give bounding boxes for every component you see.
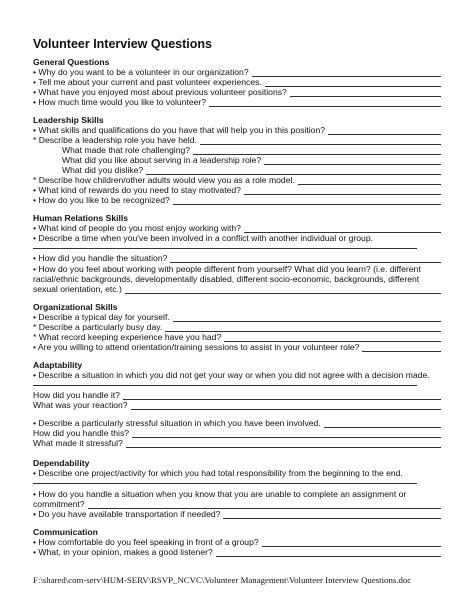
question-line: racial/ethnic backgrounds, developmentally disabled, different socio-economic, backgrounds, different: [33, 274, 420, 284]
question-line: • Why do you want to be a volunteer in our organization?: [33, 67, 441, 77]
section-heading-dependability: Dependability: [33, 458, 90, 468]
file-path-footer: F:\shared\com-serv\HUM-SERV\RSVP_NCVC\Volunteer Management\Volunteer Interview Questions.doc: [33, 575, 412, 585]
answer-rule[interactable]: [33, 385, 417, 386]
question-line: * Describe how children/other adults would view you as a role model.: [33, 175, 441, 185]
answer-blank[interactable]: [298, 176, 441, 185]
answer-blank[interactable]: [131, 401, 441, 410]
answer-blank[interactable]: [324, 419, 441, 428]
question-line: sexual orientation, etc.): [33, 284, 441, 294]
answer-blank[interactable]: [170, 254, 441, 263]
section-heading-communication: Communication: [33, 527, 98, 537]
answer-blank[interactable]: [223, 510, 441, 519]
question-line: • What have you enjoyed most about previous volunteer positions?: [33, 87, 441, 97]
question-line: How did you handle this?: [33, 428, 441, 438]
question-line: • How did you handle the situation?: [33, 253, 441, 263]
answer-blank[interactable]: [146, 166, 441, 175]
question-line: • What, in your opinion, makes a good listener?: [33, 547, 441, 557]
question-line: • Do you have available transportation if needed?: [33, 509, 441, 519]
section-heading-adaptability: Adaptability: [33, 360, 83, 370]
question-line: How did you handle it?: [33, 390, 441, 400]
answer-blank[interactable]: [126, 439, 441, 448]
question-line: What made that role challenging?: [62, 145, 441, 155]
question-line: What did you like about serving in a leadership role?: [62, 155, 441, 165]
question-line: • How do you handle a situation when you know that you are unable to complete an assignment or: [33, 489, 407, 499]
answer-blank[interactable]: [262, 538, 441, 547]
answer-blank[interactable]: [362, 343, 441, 352]
question-line: • Describe one project/activity for which you had total responsibility from the beginning to the end.: [33, 468, 403, 478]
answer-blank[interactable]: [193, 146, 441, 155]
answer-blank[interactable]: [244, 186, 441, 195]
question-line: • How much time would you like to volunteer?: [33, 97, 441, 107]
answer-blank[interactable]: [252, 68, 441, 77]
answer-blank[interactable]: [132, 429, 441, 438]
question-line: • What skills and qualifications do you have that will help you in this position?: [33, 125, 441, 135]
question-line: • Describe a typical day for yourself.: [33, 312, 441, 322]
question-line: • How comfortable do you feel speaking in front of a group?: [33, 537, 441, 547]
answer-rule[interactable]: [33, 248, 417, 249]
section-heading-general: General Questions: [33, 57, 110, 67]
answer-blank[interactable]: [264, 156, 441, 165]
answer-blank[interactable]: [200, 136, 441, 145]
question-line: commitment?: [33, 499, 441, 509]
answer-blank[interactable]: [328, 126, 441, 135]
answer-blank[interactable]: [88, 500, 441, 509]
question-line: What made it stressful?: [33, 438, 441, 448]
question-line: * Describe a leadership role you have held.: [33, 135, 441, 145]
answer-blank[interactable]: [125, 285, 441, 294]
answer-blank[interactable]: [265, 78, 441, 87]
question-line: • Are you willing to attend orientation/training sessions to assist in your volunteer role?: [33, 342, 441, 352]
question-line: • Tell me about your current and past volunteer experiences.: [33, 77, 441, 87]
answer-blank[interactable]: [209, 98, 441, 107]
answer-rule[interactable]: [33, 483, 417, 484]
document-title: Volunteer Interview Questions: [33, 37, 212, 51]
answer-blank[interactable]: [290, 88, 441, 97]
question-line: What did you dislike?: [62, 165, 441, 175]
question-line: • What kind of rewards do you need to stay motivated?: [33, 185, 441, 195]
section-heading-human-relations: Human Relations Skills: [33, 213, 129, 223]
answer-blank[interactable]: [244, 224, 441, 233]
answer-blank[interactable]: [123, 391, 441, 400]
answer-blank[interactable]: [173, 313, 441, 322]
question-line: • How do you like to be recognized?: [33, 195, 441, 205]
section-heading-leadership: Leadership Skills: [33, 115, 104, 125]
question-line: • Describe a time when you've been involved in a conflict with another individual or group.: [33, 233, 373, 243]
question-line: • How do you feel about working with people different from yourself? What did you learn? (i.e. different: [33, 264, 421, 274]
question-line: * Describe a particularly busy day.: [33, 322, 441, 332]
question-line: • Describe a particularly stressful situation in which you have been involved.: [33, 418, 441, 428]
question-line: • Describe a situation in which you did not get your way or when you did not agree with a decision made.: [33, 370, 430, 380]
question-line: What was your reaction?: [33, 400, 441, 410]
answer-blank[interactable]: [216, 548, 441, 557]
answer-blank[interactable]: [165, 323, 441, 332]
answer-blank[interactable]: [173, 196, 441, 205]
question-line: * What record keeping experience have you had?: [33, 332, 441, 342]
answer-blank[interactable]: [224, 333, 441, 342]
question-line: • What kind of people do you most enjoy working with?: [33, 223, 441, 233]
section-heading-organizational: Organizational Skills: [33, 302, 118, 312]
